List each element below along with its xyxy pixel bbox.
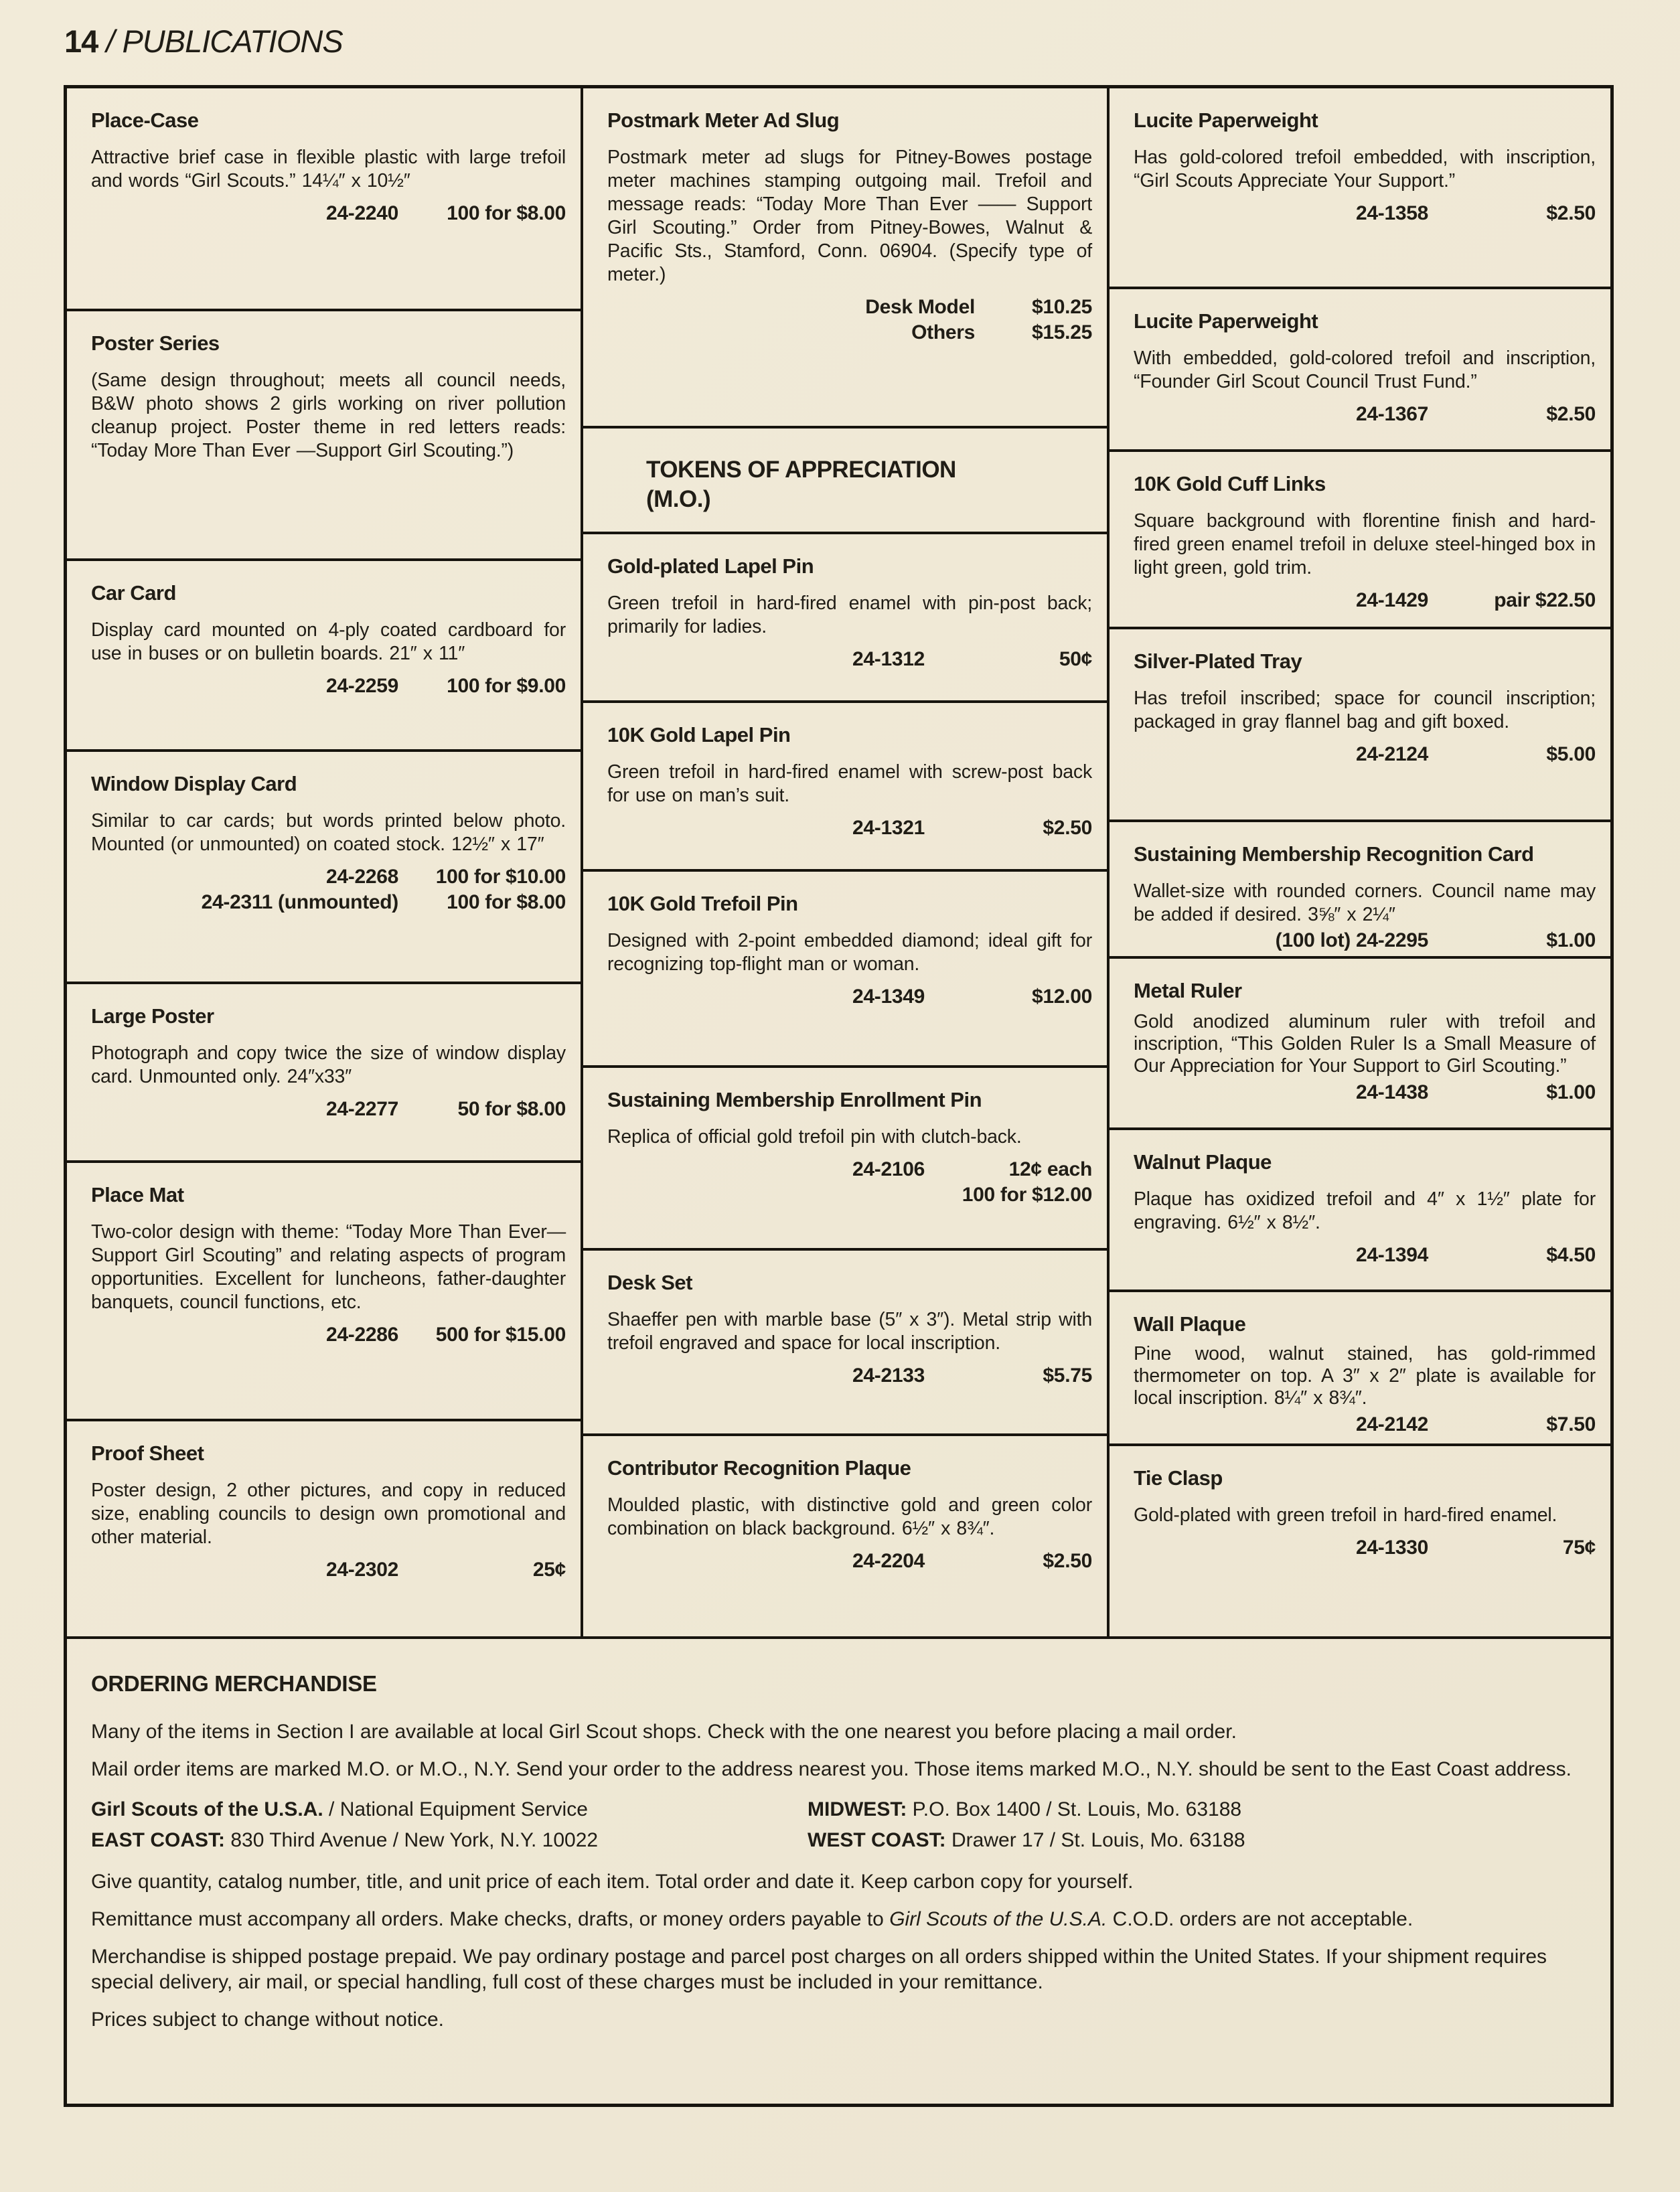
item-price: $12.00 bbox=[1032, 986, 1092, 1008]
item-price-line bbox=[91, 675, 566, 698]
catalog-item-proof-sheet bbox=[67, 1421, 581, 1639]
catalog-item-car-card bbox=[67, 561, 581, 752]
item-price: pair $22.50 bbox=[1494, 589, 1596, 611]
item-title: Tie Clasp bbox=[1134, 1466, 1223, 1490]
item-price-line bbox=[607, 1158, 1092, 1181]
item-description: Pine wood, walnut stained, has gold-rimmed thermometer on top. A 3″ x 2″ plate is available for local inscription. 8¼″ x 8¾″. bbox=[1134, 1343, 1596, 1409]
address-midwest bbox=[808, 1794, 1584, 1825]
item-price-line bbox=[607, 1364, 1092, 1387]
item-price-line bbox=[91, 891, 566, 914]
ordering-paragraph-availability: Many of the items in Section I are available at local Girl Scout shops. Check with the one nearest you before placing a mail order. bbox=[91, 1721, 1237, 1743]
item-price-line bbox=[1134, 743, 1596, 766]
item-code: 24-2106 bbox=[852, 1158, 925, 1180]
address-region-detail: P.O. Box 1400 / St. Louis, Mo. 63188 bbox=[907, 1798, 1242, 1820]
item-price: $4.50 bbox=[1546, 1244, 1596, 1266]
item-description: Postmark meter ad slugs for Pitney-Bowes postage meter machines stamping outgoing mail. Trefoil and message reads: “Today More Than Ever —— Support Girl Scouting.” Order from Pitney-Bowes, Walnut & Pacific Sts., Stamford, Conn. 06904. (Specify type of meter.) bbox=[607, 147, 1092, 285]
item-price: 100 for $12.00 bbox=[962, 1184, 1092, 1206]
item-title: 10K Gold Trefoil Pin bbox=[607, 892, 798, 915]
item-description: Gold anodized aluminum ruler with trefoil and inscription, “This Golden Ruler Is a Small Measure of Our Appreciation for Your Support to Girl Scouting.” bbox=[1134, 1011, 1596, 1077]
item-price-line bbox=[607, 648, 1092, 671]
item-price: $5.75 bbox=[1043, 1364, 1092, 1387]
item-code: 24-1312 bbox=[852, 648, 925, 670]
item-price-line bbox=[1134, 929, 1596, 952]
item-description: With embedded, gold-colored trefoil and inscription, “Founder Girl Scout Council Trust Fund.” bbox=[1134, 347, 1596, 392]
address-region-detail: 830 Third Avenue / New York, N.Y. 10022 bbox=[225, 1829, 599, 1851]
item-description: Poster design, 2 other pictures, and copy in reduced size, enabling councils to design own promotional and other material. bbox=[91, 1480, 566, 1548]
item-description: Attractive brief case in flexible plastic with large trefoil and words “Girl Scouts.” 14¼″ x 10½″ bbox=[91, 147, 566, 191]
item-price: 100 for $8.00 bbox=[447, 202, 566, 224]
item-code: (100 lot) 24-2295 bbox=[1275, 929, 1428, 951]
catalog-item-10k-gold-lapel-pin bbox=[583, 703, 1107, 872]
item-code: 24-2240 bbox=[326, 202, 398, 224]
item-title: Gold-plated Lapel Pin bbox=[607, 554, 814, 578]
item-description: Display card mounted on 4-ply coated cardboard for use in buses or on bulletin boards. 21″ x 11″ bbox=[91, 619, 566, 664]
ordering-paragraph-mail-order: Mail order items are marked M.O. or M.O., N.Y. Send your order to the address nearest you. Those items marked M.O., N.Y. should be sent to the East Coast address. bbox=[91, 1758, 1572, 1780]
address-org-rest: / National Equipment Service bbox=[323, 1798, 588, 1820]
item-title: Large Poster bbox=[91, 1004, 214, 1028]
remittance-text-start: Remittance must accompany all orders. Make checks, drafts, or money orders payable to bbox=[91, 1908, 890, 1930]
item-price: $1.00 bbox=[1546, 929, 1596, 951]
item-description: Two-color design with theme: “Today More Than Ever—Support Girl Scouting” and relating aspects of program opportunities. Excellent for luncheons, father-daughter banquets, council functions, etc. bbox=[91, 1221, 566, 1313]
page-number: 14 bbox=[64, 23, 98, 59]
column-2 bbox=[583, 88, 1110, 1639]
item-title: Desk Set bbox=[607, 1271, 692, 1294]
page-section-title: / PUBLICATIONS bbox=[106, 23, 343, 59]
item-title: Contributor Recognition Plaque bbox=[607, 1456, 911, 1480]
item-price: 50 for $8.00 bbox=[457, 1098, 566, 1120]
catalog-item-walnut-plaque bbox=[1110, 1130, 1610, 1292]
address-row bbox=[91, 1825, 1584, 1856]
item-price: 100 for $10.00 bbox=[435, 866, 566, 888]
item-code: 24-1349 bbox=[852, 986, 925, 1008]
item-code: 24-2124 bbox=[1356, 743, 1428, 765]
item-code: 24-1367 bbox=[1356, 403, 1428, 425]
item-price-line bbox=[91, 202, 566, 225]
item-title: Place-Case bbox=[91, 108, 199, 132]
item-code: 24-2204 bbox=[852, 1550, 925, 1572]
catalog-item-place-case bbox=[67, 88, 581, 311]
item-description: Designed with 2-point embedded diamond; ideal gift for recognizing top-flight man or woman. bbox=[607, 930, 1092, 975]
item-description: Square background with florentine finish and hard-fired green enamel trefoil in deluxe steel-hinged box in light green, gold trim. bbox=[1134, 510, 1596, 578]
catalog-columns bbox=[67, 88, 1610, 1639]
item-price: $7.50 bbox=[1546, 1413, 1596, 1435]
item-title: Sustaining Membership Recognition Card bbox=[1134, 842, 1534, 866]
item-price-line bbox=[91, 1098, 566, 1121]
item-price: 100 for $9.00 bbox=[447, 675, 566, 697]
catalog-item-metal-ruler bbox=[1110, 959, 1610, 1130]
catalog-item-sustaining-membership-enrollment-pin bbox=[583, 1068, 1107, 1251]
item-description: Photograph and copy twice the size of window display card. Unmounted only. 24″x33″ bbox=[91, 1042, 566, 1087]
item-title: Postmark Meter Ad Slug bbox=[607, 108, 840, 132]
catalog-item-desk-set bbox=[583, 1251, 1107, 1436]
ordering-address-block bbox=[91, 1794, 1584, 1856]
ordering-paragraph-prices-notice: Prices subject to change without notice. bbox=[91, 2009, 444, 2031]
item-title: Lucite Paperweight bbox=[1134, 309, 1318, 333]
catalog-item-lucite-paperweight-1 bbox=[1110, 88, 1610, 289]
item-title: Proof Sheet bbox=[91, 1441, 204, 1465]
item-code: 24-2277 bbox=[326, 1098, 398, 1120]
item-title: Window Display Card bbox=[91, 772, 297, 795]
item-title: 10K Gold Cuff Links bbox=[1134, 472, 1326, 495]
item-price-line bbox=[91, 1324, 566, 1346]
item-price-line bbox=[1134, 403, 1596, 426]
item-title: Poster Series bbox=[91, 331, 220, 355]
item-price: $15.25 bbox=[1032, 321, 1092, 343]
remittance-text-end: C.O.D. orders are not acceptable. bbox=[1107, 1908, 1414, 1930]
ordering-paragraph-remittance bbox=[91, 1907, 1584, 1932]
item-variant-label: Desk Model bbox=[865, 296, 975, 318]
item-code: 24-2142 bbox=[1356, 1413, 1428, 1435]
catalog-box bbox=[64, 85, 1614, 2107]
catalog-item-10k-gold-cuff-links bbox=[1110, 452, 1610, 629]
item-price: 12¢ each bbox=[1008, 1158, 1092, 1180]
item-code: 24-2286 bbox=[326, 1324, 398, 1346]
item-code: 24-1429 bbox=[1356, 589, 1428, 611]
item-price-line bbox=[1134, 202, 1596, 225]
ordering-paragraph-shipping: Merchandise is shipped postage prepaid. We pay ordinary postage and parcel post charges on all orders shipped within the United States. If your shipment requires special delivery, air mail, or special handling, full cost of these charges must be included in your remittance. bbox=[91, 1946, 1547, 1993]
ordering-title: ORDERING MERCHANDISE bbox=[91, 1671, 377, 1696]
catalog-item-silver-plated-tray bbox=[1110, 629, 1610, 822]
item-description: Green trefoil in hard-fired enamel with screw-post back for use on man’s suit. bbox=[607, 761, 1092, 806]
catalog-item-window-display-card bbox=[67, 752, 581, 984]
catalog-item-poster-series bbox=[67, 311, 581, 561]
page-header bbox=[64, 23, 343, 60]
item-code: 24-2302 bbox=[326, 1559, 398, 1581]
address-east-coast bbox=[91, 1825, 808, 1856]
item-code: 24-1438 bbox=[1356, 1081, 1428, 1103]
item-code: 24-2311 (unmounted) bbox=[201, 891, 398, 913]
item-description: Has gold-colored trefoil embedded, with inscription, “Girl Scouts Appreciate Your Support.” bbox=[1134, 147, 1596, 191]
item-code: 24-1321 bbox=[852, 817, 925, 839]
item-title: Silver-Plated Tray bbox=[1134, 649, 1302, 673]
ordering-paragraph-order-details: Give quantity, catalog number, title, and unit price of each item. Total order and date it. Keep carbon copy for yourself. bbox=[91, 1871, 1134, 1893]
item-code: 24-2259 bbox=[326, 675, 398, 697]
item-price-line bbox=[1134, 1081, 1596, 1104]
item-title: Lucite Paperweight bbox=[1134, 108, 1318, 132]
item-price: 500 for $15.00 bbox=[435, 1324, 566, 1346]
item-description: Has trefoil inscribed; space for council inscription; packaged in gray flannel bag and gift boxed. bbox=[1134, 688, 1596, 732]
payee-name: Girl Scouts of the U.S.A. bbox=[889, 1908, 1108, 1930]
item-description: Shaeffer pen with marble base (5″ x 3″). Metal strip with trefoil engraved and space for local inscription. bbox=[607, 1309, 1092, 1354]
item-price-line bbox=[607, 817, 1092, 840]
item-title: Car Card bbox=[91, 581, 176, 605]
item-price: 100 for $8.00 bbox=[447, 891, 566, 913]
item-code: 24-1394 bbox=[1356, 1244, 1428, 1266]
item-title: Wall Plaque bbox=[1134, 1312, 1246, 1336]
ordering-merchandise-section bbox=[67, 1639, 1610, 2104]
item-code: 24-2133 bbox=[852, 1364, 925, 1387]
item-price-line bbox=[1134, 1244, 1596, 1267]
item-code: 24-1358 bbox=[1356, 202, 1428, 224]
item-price: $2.50 bbox=[1043, 1550, 1092, 1572]
item-price-line bbox=[1134, 589, 1596, 612]
address-national-equipment-service bbox=[91, 1794, 808, 1825]
tokens-of-appreciation-header bbox=[583, 428, 1107, 534]
item-title: Walnut Plaque bbox=[1134, 1150, 1272, 1174]
item-price-line bbox=[607, 296, 1092, 319]
item-description: Wallet-size with rounded corners. Council name may be added if desired. 3⅝″ x 2¼″ bbox=[1134, 880, 1596, 925]
item-price: $1.00 bbox=[1546, 1081, 1596, 1103]
item-price-line bbox=[607, 986, 1092, 1008]
item-price-line bbox=[91, 866, 566, 888]
item-price-line bbox=[607, 1550, 1092, 1573]
item-variant-label: Others bbox=[911, 321, 975, 343]
address-west-coast bbox=[808, 1825, 1584, 1856]
item-description: Similar to car cards; but words printed below photo. Mounted (or unmounted) on coated stock. 12½″ x 17″ bbox=[91, 810, 566, 855]
item-description: Replica of official gold trefoil pin with clutch-back. bbox=[607, 1126, 1022, 1148]
section-heading: TOKENS OF APPRECIATION (M.O.) bbox=[646, 457, 956, 512]
item-price: $10.25 bbox=[1032, 296, 1092, 318]
catalog-item-postmark-meter-ad-slug bbox=[583, 88, 1107, 428]
address-row bbox=[91, 1794, 1584, 1825]
item-price: 50¢ bbox=[1059, 648, 1092, 670]
item-description: Plaque has oxidized trefoil and 4″ x 1½″ plate for engraving. 6½″ x 8½″. bbox=[1134, 1188, 1596, 1233]
item-title: Metal Ruler bbox=[1134, 979, 1242, 1002]
address-region-label: EAST COAST: bbox=[91, 1829, 226, 1851]
item-price-line bbox=[607, 1184, 1092, 1206]
catalog-item-large-poster bbox=[67, 984, 581, 1163]
item-price-line bbox=[91, 1559, 566, 1581]
item-price: $2.50 bbox=[1043, 817, 1092, 839]
item-price-line bbox=[607, 321, 1092, 344]
catalog-item-sustaining-membership-recognition-card bbox=[1110, 822, 1610, 959]
catalog-item-place-mat bbox=[67, 1163, 581, 1421]
item-price: $5.00 bbox=[1546, 743, 1596, 765]
item-title: 10K Gold Lapel Pin bbox=[607, 723, 791, 747]
item-description: Green trefoil in hard-fired enamel with pin-post back; primarily for ladies. bbox=[607, 593, 1092, 637]
item-description: Gold-plated with green trefoil in hard-fired enamel. bbox=[1134, 1504, 1557, 1526]
item-title: Sustaining Membership Enrollment Pin bbox=[607, 1088, 982, 1111]
item-title: Place Mat bbox=[91, 1183, 184, 1206]
column-1 bbox=[67, 88, 583, 1639]
item-price: $2.50 bbox=[1546, 202, 1596, 224]
item-price: $2.50 bbox=[1546, 403, 1596, 425]
item-description: (Same design throughout; meets all council needs, B&W photo shows 2 girls working on river pollution cleanup project. Poster theme in red letters reads: “Today More Than Ever —Support Girl Scouting.”) bbox=[91, 370, 566, 461]
catalog-item-lucite-paperweight-2 bbox=[1110, 289, 1610, 452]
catalog-item-gold-plated-lapel-pin bbox=[583, 534, 1107, 703]
item-price: 75¢ bbox=[1562, 1537, 1596, 1559]
item-price: 25¢ bbox=[532, 1559, 566, 1581]
item-price-line bbox=[1134, 1413, 1596, 1436]
catalog-item-contributor-recognition-plaque bbox=[583, 1436, 1107, 1639]
catalog-item-tie-clasp bbox=[1110, 1446, 1610, 1639]
item-description: Moulded plastic, with distinctive gold and green color combination on black background. 6½″ x 8¾″. bbox=[607, 1494, 1092, 1539]
catalog-item-10k-gold-trefoil-pin bbox=[583, 872, 1107, 1068]
item-code: 24-1330 bbox=[1356, 1537, 1428, 1559]
catalog-item-wall-plaque bbox=[1110, 1292, 1610, 1446]
item-code: 24-2268 bbox=[326, 866, 398, 888]
item-price-line bbox=[1134, 1537, 1596, 1559]
address-region-label: MIDWEST: bbox=[808, 1798, 907, 1820]
address-org-name: Girl Scouts of the U.S.A. bbox=[91, 1798, 323, 1820]
address-region-detail: Drawer 17 / St. Louis, Mo. 63188 bbox=[945, 1829, 1245, 1851]
column-3 bbox=[1110, 88, 1610, 1639]
address-region-label: WEST COAST: bbox=[808, 1829, 946, 1851]
